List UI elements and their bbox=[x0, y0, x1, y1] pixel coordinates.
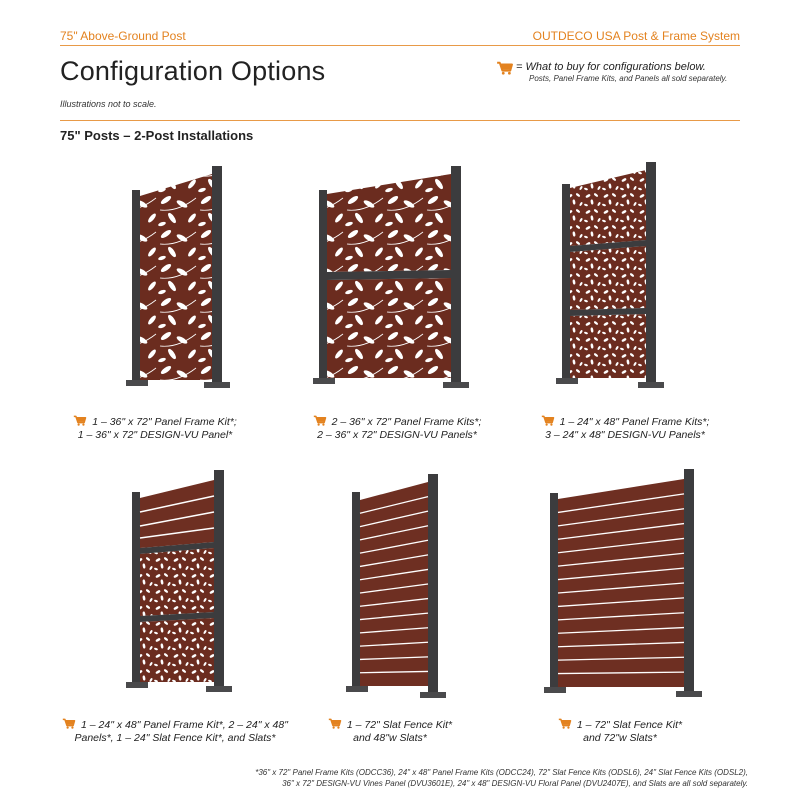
config-4-line1: 1 – 24" x 48" Panel Frame Kit*, 2 – 24" x 48" bbox=[81, 719, 288, 731]
legend-sub-text: Posts, Panel Frame Kits, and Panels all sold separately. bbox=[529, 74, 728, 83]
header-left-label: 75" Above-Ground Post bbox=[60, 29, 186, 43]
shopping-cart-icon bbox=[541, 415, 555, 426]
shopping-cart-icon bbox=[313, 415, 327, 426]
config-1-line2: 1 – 36" x 72" DESIGN-VU Panel* bbox=[77, 429, 233, 441]
config-caption-5 bbox=[300, 718, 480, 745]
shopping-cart-icon bbox=[496, 61, 514, 75]
config-5-line2: and 48"w Slats* bbox=[353, 732, 427, 744]
section-title: 75" Posts – 2-Post Installations bbox=[60, 128, 254, 143]
config-3-line1: 1 – 24" x 48" Panel Frame Kits*; bbox=[559, 416, 710, 428]
illustration-1-single-vines-panel bbox=[118, 160, 238, 400]
config-caption-3 bbox=[510, 415, 740, 442]
config-1-line1: 1 – 36" x 72" Panel Frame Kit*; bbox=[92, 416, 237, 428]
section-divider bbox=[60, 120, 740, 121]
header-right-label: OUTDECO USA Post & Frame System bbox=[532, 29, 740, 43]
illustration-5-48w-slat-fence bbox=[340, 470, 450, 710]
shopping-cart-icon bbox=[328, 718, 342, 729]
illustration-6-72w-slat-fence bbox=[538, 465, 708, 710]
shopping-cart-icon bbox=[558, 718, 572, 729]
config-caption-4 bbox=[50, 718, 300, 745]
config-caption-1 bbox=[40, 415, 270, 442]
illustration-2-double-vines-panel bbox=[305, 160, 475, 400]
config-2-line1: 2 – 36" x 72" Panel Frame Kits*; bbox=[331, 416, 482, 428]
config-2-line2: 2 – 36" x 72" DESIGN-VU Panels* bbox=[317, 429, 477, 441]
illustration-4-slats-and-floral-panels bbox=[118, 460, 238, 700]
config-6-line2: and 72"w Slats* bbox=[583, 732, 657, 744]
config-5-line1: 1 – 72" Slat Fence Kit* bbox=[346, 719, 453, 731]
footnote bbox=[48, 767, 748, 789]
footnote-line1: *36" x 72" Panel Frame Kits (ODCC36), 24" x 48" Panel Frame Kits (ODCC24), 72" Slat Fence Kits (ODSL6), 24" Slat Fence Kits (ODSL2), bbox=[255, 768, 748, 777]
illustration-3-triple-floral-panel bbox=[548, 160, 668, 400]
header-divider bbox=[60, 45, 740, 46]
legend bbox=[496, 61, 746, 83]
config-6-line1: 1 – 72" Slat Fence Kit* bbox=[576, 719, 683, 731]
config-caption-2 bbox=[282, 415, 512, 442]
shopping-cart-icon bbox=[73, 415, 87, 426]
page-title: Configuration Options bbox=[60, 56, 326, 86]
config-caption-6 bbox=[530, 718, 710, 745]
config-3-line2: 3 – 24" x 48" DESIGN-VU Panels* bbox=[545, 429, 705, 441]
page-subtitle: Illustrations not to scale. bbox=[60, 99, 157, 109]
shopping-cart-icon bbox=[62, 718, 76, 729]
legend-main-text: = What to buy for configurations below. bbox=[516, 61, 706, 73]
footnote-line2: 36" x 72" DESIGN-VU Vines Panel (DVU3601E), 24" x 48" DESIGN-VU Floral Panel (DVU2407E), and Slats are all sold separately. bbox=[282, 779, 748, 788]
config-4-line2: Panels*, 1 – 24" Slat Fence Kit*, and Slats* bbox=[74, 732, 276, 744]
